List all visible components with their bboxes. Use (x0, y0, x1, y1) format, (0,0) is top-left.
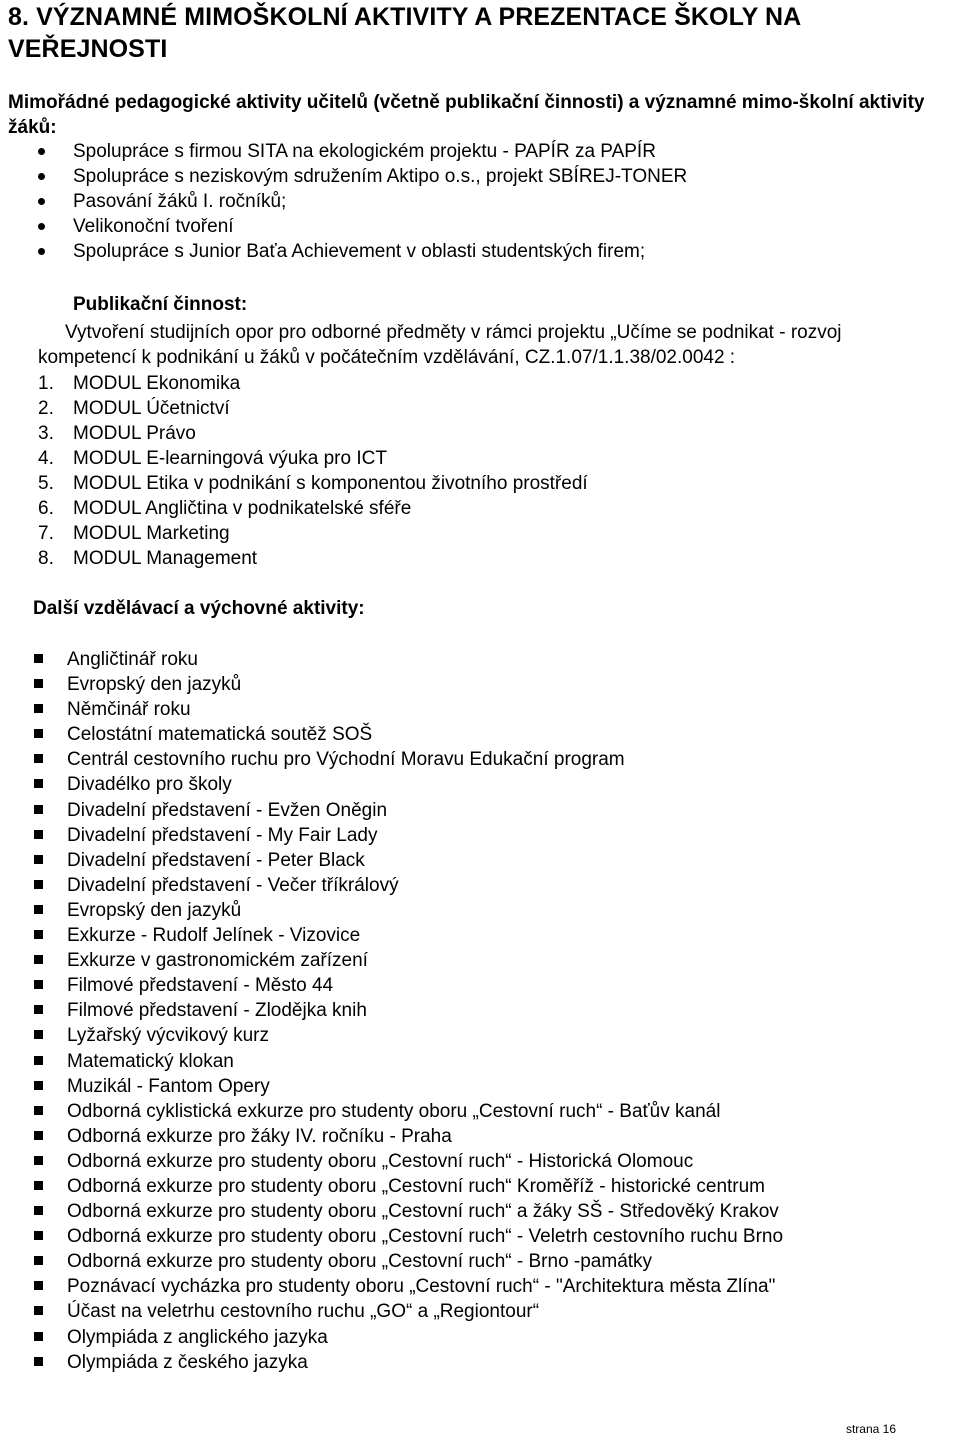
module-label: MODUL E-learningová výuka pro ICT (73, 448, 387, 469)
square-bullet-icon (34, 1030, 43, 1039)
further-activities-list (33, 647, 783, 1375)
list-item (33, 923, 783, 948)
square-bullet-icon (34, 1206, 43, 1215)
square-bullet-icon (34, 704, 43, 713)
list-item-label: Spolupráce s neziskovým sdružením Aktipo o.s., projekt SBÍREJ-TONER (73, 166, 688, 187)
list-item (33, 973, 783, 998)
publication-text: Vytvoření studijních opor pro odborné předměty v rámci projektu „Učíme se podnikat - rozvoj kompetencí k podnikání u žáků v počátečním vzdělávání, CZ.1.07/1.1.38/02.0042 : (38, 322, 842, 368)
list-item (33, 697, 783, 722)
square-bullet-icon (34, 1181, 43, 1190)
list-item (33, 1023, 783, 1048)
module-label: MODUL Právo (73, 423, 196, 444)
list-item (33, 898, 783, 923)
list-item-label: Spolupráce s firmou SITA na ekologickém projektu - PAPÍR za PAPÍR (73, 141, 656, 162)
module-number: 6. (38, 498, 54, 519)
list-item-label: Celostátní matematická soutěž SOŠ (67, 724, 373, 746)
list-item-label: Divadélko pro školy (67, 774, 232, 796)
list-item-label: Odborná exkurze pro žáky IV. ročníku - Praha (67, 1125, 452, 1147)
square-bullet-icon (34, 905, 43, 914)
module-item (38, 471, 588, 496)
square-bullet-icon (34, 955, 43, 964)
module-label: MODUL Management (73, 548, 258, 569)
list-item (33, 948, 783, 973)
module-item (38, 521, 588, 546)
list-item-label: Evropský den jazyků (67, 674, 242, 696)
list-item-label: Filmové představení - Město 44 (67, 975, 334, 997)
list-item (33, 772, 783, 797)
list-item-label: Odborná exkurze pro studenty oboru „Cestovní ruch“ - Historická Olomouc (67, 1150, 694, 1172)
list-item (33, 1149, 783, 1174)
list-item (33, 1199, 783, 1224)
module-list (38, 371, 588, 571)
list-item-label: Odborná exkurze pro studenty oboru „Cestovní ruch“ a žáky SŠ - Středověký Krakov (67, 1201, 779, 1223)
module-number: 1. (38, 373, 54, 394)
module-label: MODUL Marketing (73, 523, 230, 544)
list-item (33, 848, 783, 873)
list-item (33, 1099, 783, 1124)
square-bullet-icon (34, 729, 43, 738)
module-label: MODUL Etika v podnikání s komponentou životního prostředí (73, 473, 588, 494)
activities-list (38, 139, 687, 264)
square-bullet-icon (34, 679, 43, 688)
list-item-label: Odborná cyklistická exkurze pro studenty oboru „Cestovní ruch“ - Baťův kanál (67, 1100, 721, 1122)
list-item (33, 1249, 783, 1274)
module-number: 8. (38, 548, 54, 569)
square-bullet-icon (34, 654, 43, 663)
list-item-label: Pasování žáků I. ročníků; (73, 191, 287, 212)
list-item (33, 798, 783, 823)
list-item-label: Lyžařský výcvikový kurz (67, 1025, 269, 1047)
square-bullet-icon (34, 1256, 43, 1265)
list-item-label: Olympiáda z anglického jazyka (67, 1326, 328, 1348)
square-bullet-icon (34, 830, 43, 839)
module-item (38, 546, 588, 571)
list-item-label: Exkurze - Rudolf Jelínek - Vizovice (67, 925, 361, 947)
list-item (33, 1174, 783, 1199)
list-item (33, 1274, 783, 1299)
module-item (38, 421, 588, 446)
list-item (38, 164, 687, 189)
module-number: 4. (38, 448, 54, 469)
list-item-label: Matematický klokan (67, 1050, 234, 1072)
list-item (33, 647, 783, 672)
square-bullet-icon (34, 1357, 43, 1366)
square-bullet-icon (34, 1332, 43, 1341)
list-item-label: Němčinář roku (67, 699, 191, 721)
square-bullet-icon (34, 1081, 43, 1090)
list-item-label: Účast na veletrhu cestovního ruchu „GO“ a „Regiontour“ (67, 1301, 540, 1323)
list-item-label: Divadelní představení - Evžen Oněgin (67, 799, 388, 821)
list-item (38, 239, 687, 264)
square-bullet-icon (34, 855, 43, 864)
module-item (38, 446, 588, 471)
bullet-dot-icon (38, 148, 45, 155)
list-item-label: Evropský den jazyků (67, 899, 242, 921)
bullet-dot-icon (38, 173, 45, 180)
list-item (38, 139, 687, 164)
module-label: MODUL Ekonomika (73, 373, 241, 394)
list-item (33, 1224, 783, 1249)
list-item (38, 214, 687, 239)
list-item (33, 1049, 783, 1074)
square-bullet-icon (34, 754, 43, 763)
square-bullet-icon (34, 880, 43, 889)
list-item-label: Centrál cestovního ruchu pro Východní Moravu Edukační program (67, 749, 625, 771)
square-bullet-icon (34, 930, 43, 939)
publication-heading: Publikační činnost: (73, 294, 248, 315)
module-item (38, 496, 588, 521)
bullet-dot-icon (38, 198, 45, 205)
bullet-dot-icon (38, 223, 45, 230)
square-bullet-icon (34, 1106, 43, 1115)
list-item-label: Divadelní představení - My Fair Lady (67, 824, 378, 846)
module-label: MODUL Účetnictví (73, 398, 230, 419)
module-number: 5. (38, 473, 54, 494)
square-bullet-icon (34, 1306, 43, 1315)
list-item (33, 747, 783, 772)
list-item-label: Odborná exkurze pro studenty oboru „Cestovní ruch“ - Veletrh cestovního ruchu Brno (67, 1226, 784, 1248)
list-item (33, 823, 783, 848)
square-bullet-icon (34, 779, 43, 788)
list-item (33, 1124, 783, 1149)
module-item (38, 396, 588, 421)
list-item-label: Divadelní představení - Peter Black (67, 849, 365, 871)
list-item-label: Muzikál - Fantom Opery (67, 1075, 270, 1097)
list-item (33, 672, 783, 697)
list-item (33, 873, 783, 898)
page-number: strana 16 (845, 1422, 896, 1436)
module-number: 2. (38, 398, 54, 419)
further-activities-heading: Další vzdělávací a výchovné aktivity: (33, 598, 365, 619)
list-item-label: Poznávací vycházka pro studenty oboru „Cestovní ruch“ - "Architektura města Zlína" (67, 1276, 776, 1298)
square-bullet-icon (34, 1056, 43, 1065)
page-title: 8. VÝZNAMNÉ MIMOŠKOLNÍ AKTIVITY A PREZENTACE ŠKOLY NA VEŘEJNOSTI (8, 3, 801, 63)
square-bullet-icon (34, 1005, 43, 1014)
module-number: 3. (38, 423, 54, 444)
module-item (38, 371, 588, 396)
list-item (38, 189, 687, 214)
list-item-label: Velikonoční tvoření (73, 216, 234, 237)
activities-heading: Mimořádné pedagogické aktivity učitelů (včetně publikační činnosti) a významné mimo-školní aktivity žáků: (8, 92, 925, 138)
module-number: 7. (38, 523, 54, 544)
list-item-label: Divadelní představení - Večer tříkrálový (67, 874, 399, 896)
list-item (33, 1325, 783, 1350)
module-label: MODUL Angličtina v podnikatelské sféře (73, 498, 412, 519)
square-bullet-icon (34, 1281, 43, 1290)
square-bullet-icon (34, 1156, 43, 1165)
square-bullet-icon (34, 805, 43, 814)
list-item-label: Filmové představení - Zlodějka knih (67, 1000, 367, 1022)
list-item (33, 722, 783, 747)
bullet-dot-icon (38, 248, 45, 255)
list-item-label: Spolupráce s Junior Baťa Achievement v oblasti studentských firem; (73, 241, 646, 262)
square-bullet-icon (34, 980, 43, 989)
list-item-label: Odborná exkurze pro studenty oboru „Cestovní ruch“ Kroměříž - historické centrum (67, 1175, 766, 1197)
list-item-label: Exkurze v gastronomickém zařízení (67, 950, 368, 972)
list-item (33, 998, 783, 1023)
list-item-label: Odborná exkurze pro studenty oboru „Cestovní ruch“ - Brno -památky (67, 1251, 653, 1273)
list-item-label: Olympiáda z českého jazyka (67, 1351, 308, 1373)
list-item (33, 1299, 783, 1324)
list-item-label: Angličtinář roku (67, 649, 198, 670)
square-bullet-icon (34, 1231, 43, 1240)
square-bullet-icon (34, 1131, 43, 1140)
list-item (33, 1350, 783, 1375)
list-item (33, 1074, 783, 1099)
